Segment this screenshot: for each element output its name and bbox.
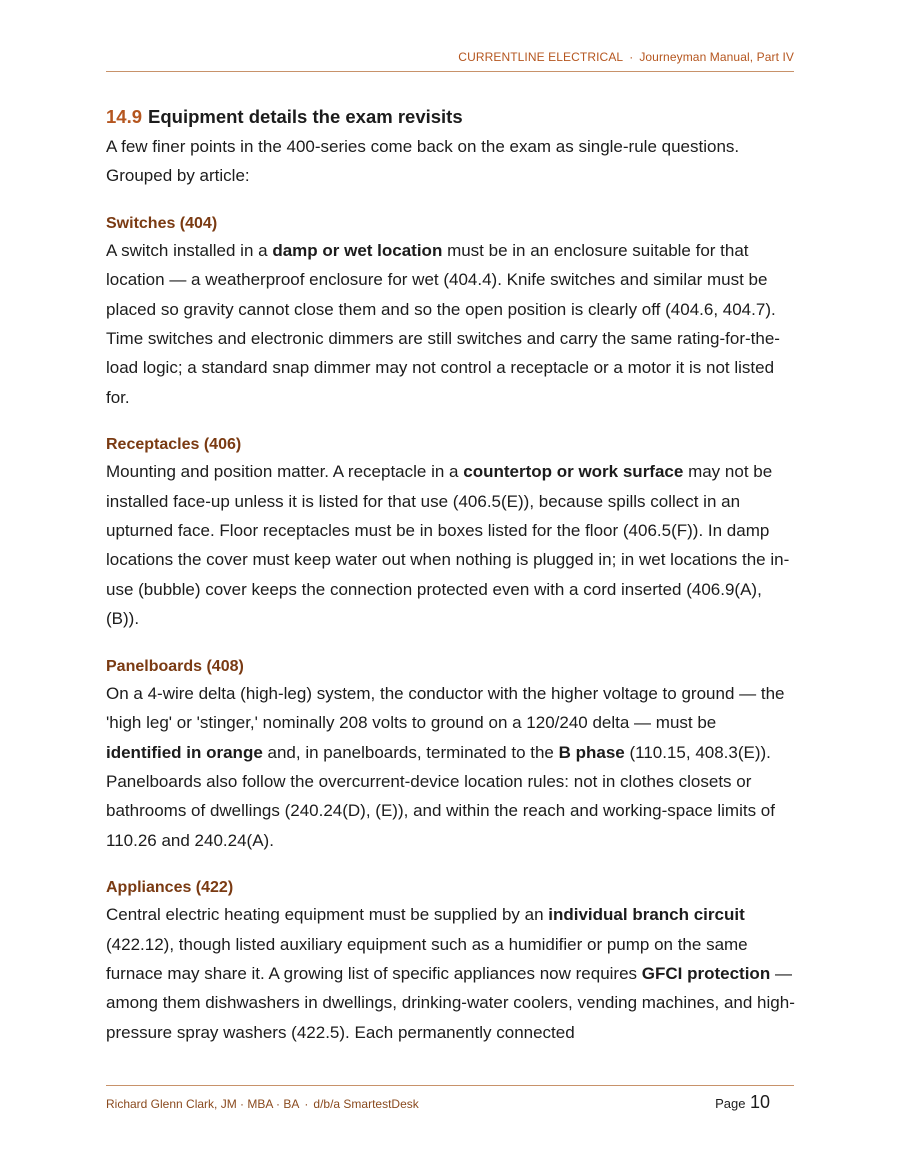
- page-indicator: [715, 1092, 770, 1113]
- subsection-heading-panelboards: Panelboards (408): [106, 657, 244, 675]
- emphasis-b-phase: B phase: [558, 742, 625, 762]
- section-heading: [106, 105, 796, 129]
- emphasis-identified-orange: identified in orange: [106, 742, 263, 762]
- paragraph-switches: A switch installed in a damp or wet location must be in an enclosure suitable for that location — a weatherproof enclosure for wet (404.4). Knife switches and similar must be placed so gravity cannot close them and so the open position is clearly off (404.6, 404.7). Time switches and electronic dimmers are still switches and carry the same rating-for-the-load logic; a standard snap dimmer may not control a receptacle or a motor it is not listed for.: [106, 240, 780, 407]
- paragraph-receptacles: Mounting and position matter. A receptacle in a countertop or work surface may not be installed face-up unless it is listed for that use (406.5(E)), because spills collect in an upturned face. Floor receptacles must be in boxes listed for the floor (406.5(F)). In damp locations the cover must keep water out when nothing is plugged in; in wet locations the in-use (bubble) cover keeps the connection protected even with a cord inserted (406.9(A), (B)).: [106, 462, 790, 629]
- footer-author: Richard Glenn Clark, JM · MBA · BA: [106, 1097, 300, 1111]
- page-label: Page: [715, 1096, 746, 1111]
- section-title: Equipment details the exam revisits: [148, 106, 463, 127]
- paragraph-appliances: Central electric heating equipment must be supplied by an individual branch circuit (422.12), though listed auxiliary equipment such as a humidifier or pump on the same furnace may share it. A growing list of specific appliances now requires GFCI protection — among them dishwashers in dwellings, drinking-water coolers, vending machines, and high-pressure spray washers (422.5). Each permanently connected: [106, 905, 795, 1042]
- section-intro: A few finer points in the 400-series come back on the exam as single-rule questions. Grouped by article:: [106, 137, 740, 186]
- header-manual-title: Journeyman Manual, Part IV: [639, 50, 794, 64]
- footer-separator: ·: [304, 1097, 309, 1111]
- header-separator: ·: [629, 50, 634, 64]
- page-body: [106, 105, 796, 1047]
- subsection-heading-appliances: Appliances (422): [106, 879, 234, 897]
- subsection-heading-receptacles: Receptacles (406): [106, 436, 242, 454]
- running-footer: [106, 1085, 794, 1112]
- running-header: [106, 50, 794, 72]
- emphasis-individual-branch-circuit: individual branch circuit: [548, 905, 745, 925]
- emphasis-damp-wet-location: damp or wet location: [272, 240, 443, 260]
- emphasis-countertop: countertop or work surface: [463, 462, 684, 482]
- footer-author-line: [106, 1097, 419, 1111]
- section-number: 14.9: [106, 106, 143, 127]
- subsection-heading-switches: Switches (404): [106, 214, 218, 232]
- header-company: CURRENTLINE ELECTRICAL: [458, 50, 624, 64]
- emphasis-gfci-protection: GFCI protection: [641, 963, 771, 983]
- footer-dba: d/b/a SmartestDesk: [313, 1097, 419, 1111]
- page-number: 10: [749, 1092, 770, 1112]
- paragraph-panelboards: On a 4-wire delta (high-leg) system, the conductor with the higher voltage to ground — the 'high leg' or 'stinger,' nominally 208 volts to ground on a 120/240 delta — must be identified in orange and, in panelboards, terminated to the B phase (110.15, 408.3(E)). Panelboards also follow the overcurrent-device location rules: not in clothes closets or bathrooms of dwellings (240.24(D), (E)), and within the reach and working-space limits of 110.26 and 240.24(A).: [106, 683, 785, 850]
